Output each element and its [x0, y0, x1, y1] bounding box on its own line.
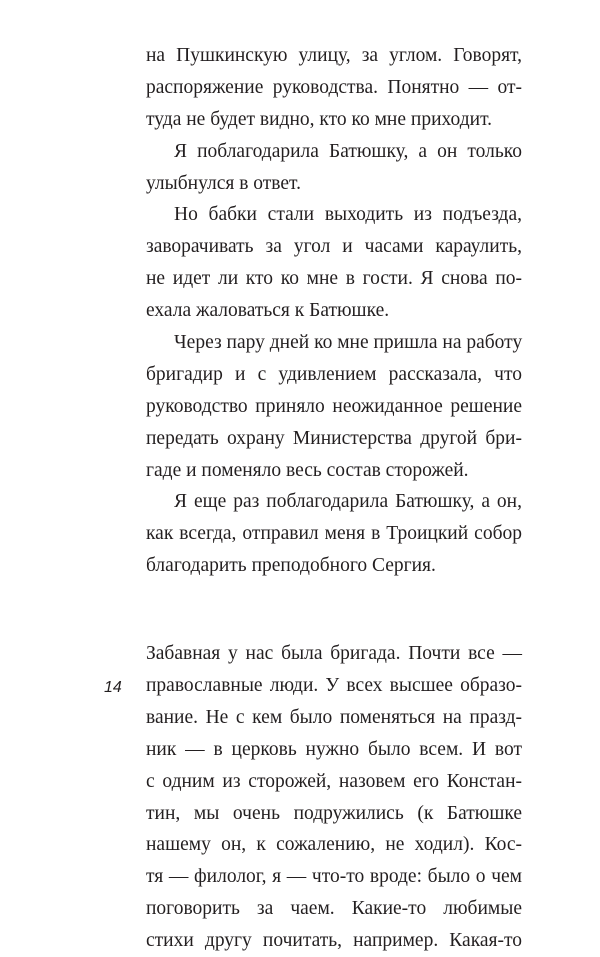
text-line: ехала жаловаться к Батюшке. — [146, 300, 390, 322]
page-number: 14 — [104, 679, 122, 696]
text-line: Забавная у нас была бригада. Почти все — — [146, 643, 522, 665]
text-section-1 — [146, 40, 522, 582]
text-line: на Пушкинскую улицу, за углом. Говорят, — [146, 45, 522, 66]
text-line: как всегда, отправил меня в Троицкий собор — [146, 523, 522, 545]
text-line: с одним из сторожей, назовем его Констан- — [146, 770, 522, 792]
text-line: Я поблагодарила Батюшку, а он только — [174, 140, 522, 162]
text-line: тин, мы очень подружились (к Батюшке — [146, 802, 522, 824]
text-line: заворачивать за угол и часами караулить, — [146, 236, 522, 258]
text-line: нашему он, к сожалению, не ходил). Кос- — [146, 834, 522, 856]
text-line: туда не будет видно, кто ко мне приходит. — [146, 108, 493, 130]
text-line: улыбнулся в ответ. — [146, 172, 301, 194]
text-line: стихи другу почитать, например. Какая-то — [146, 930, 522, 952]
text-line: тя — филолог, я — что-то вроде: было о чем — [146, 866, 522, 888]
text-line: руководство приняло неожиданное решение — [146, 395, 522, 417]
text-line: распоряжение руководства. Понятно — от- — [146, 76, 522, 98]
text-line: благодарить преподобного Сергия. — [146, 555, 436, 577]
text-line: Через пару дней ко мне пришла на работу — [174, 332, 523, 354]
text-section-2 — [146, 638, 522, 957]
text-line: ник — в церковь нужно было всем. И вот — [146, 738, 522, 760]
page-body — [146, 40, 522, 957]
text-line: передать охрану Министерства другой бри- — [146, 427, 522, 449]
text-line: не идет ли кто ко мне в гости. Я снова по- — [146, 268, 522, 290]
text-line: вание. Не с кем было поменяться на празд- — [146, 706, 522, 728]
text-line: православные люди. У всех высшее образо- — [146, 675, 522, 697]
text-line: Но бабки стали выходить из подъезда, — [174, 204, 522, 226]
text-line: поговорить за чаем. Какие-то любимые — [146, 898, 522, 920]
text-line: Я еще раз поблагодарила Батюшку, а он, — [174, 491, 522, 513]
text-line: бригадир и с удивлением рассказала, что — [146, 363, 522, 385]
text-line: гаде и поменяло весь состав сторожей. — [146, 459, 469, 481]
